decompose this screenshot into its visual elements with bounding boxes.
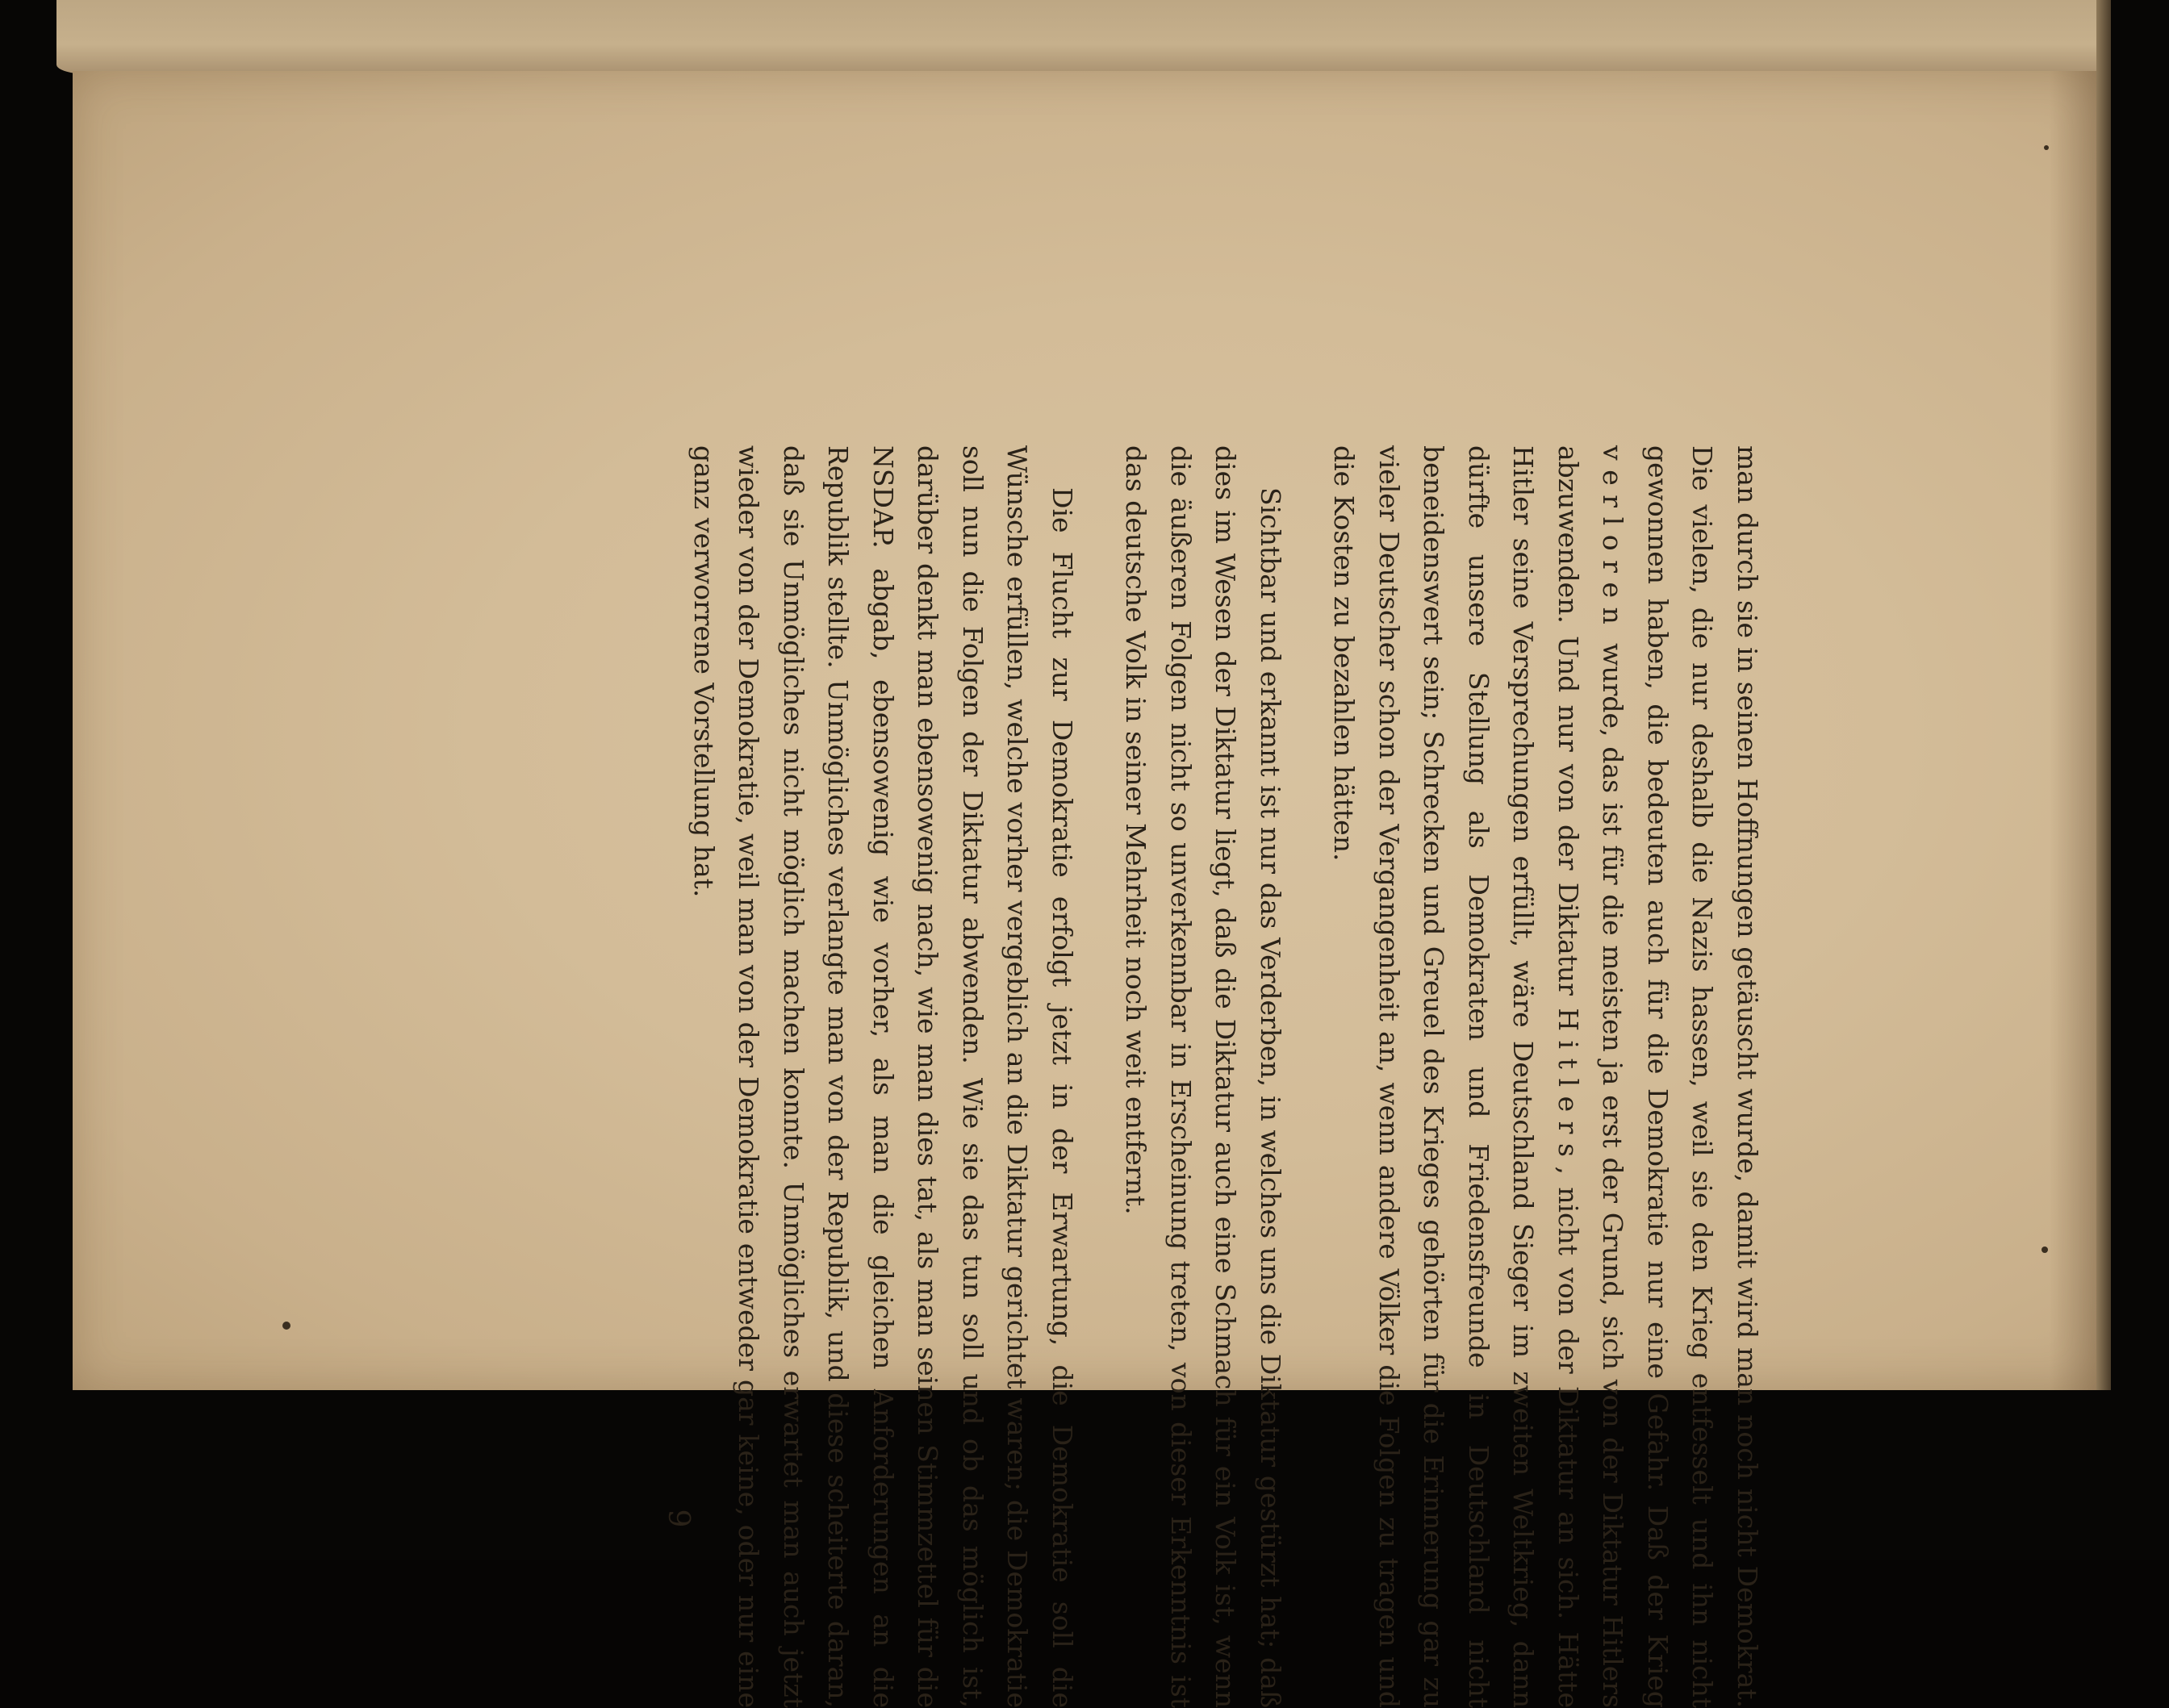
page-number: 9 xyxy=(662,1509,695,1528)
rotated-page-content xyxy=(313,284,1854,1708)
emphasis-verloren: verloren xyxy=(1597,445,1629,634)
paragraph-1-part-b: wurde, das ist für die meisten ja erst der Grund, sich von der Diktatur Hitlers abzuwenden. Und nur von der Diktatur xyxy=(1553,445,1629,1708)
paper-speck xyxy=(2044,145,2049,150)
paper-speck xyxy=(282,1322,290,1330)
paragraph-1-part-c: , nicht von der Diktatur an sich. Hätte Hitler seine Versprechungen erfüllt, wäre Deutschland Sieger im zweiten Weltkrieg, dann dürfte unsere Stellung als Demokraten und Friedensfreunde in Deutschland nicht beneidenswert sein; Schrecken und Greuel des Krieges gehörten für die Erinnerung gar zu vieler Deutscher schon der Vergangenheit an, wenn andere Völker die Folgen zu tragen und die Kosten zu bezahlen hätten. xyxy=(1328,445,1584,1708)
facing-page-edge xyxy=(56,0,2110,74)
page-stack-edge xyxy=(2096,0,2111,1390)
paragraph-2: Sichtbar und erkannt ist nur das Verderben, in welches uns die Diktatur gestürzt hat; daß dies im Wesen der Diktatur liegt, daß die Diktatur auch eine Schmach für ein Volk ist, wenn die äußeren Folgen nicht so unverkennbar in Erscheinung treten, von dieser Erkenntnis ist das deutsche Volk in seiner Mehrheit noch weit entfernt. xyxy=(1120,445,1286,1708)
paragraph-3: Die Flucht zur Demokratie erfolgt jetzt in der Erwartung, die Demokratie soll die Wünsche erfüllen, welche vorher vergeblich an die Diktatur gerichtet waren; die Demokratie soll nun die Folgen der Diktatur abwenden. Wie sie das tun soll und ob das möglich ist, darüber denkt man ebensowenig nach, wie man dies tat, als man seinen Stimmzettel für die NSDAP. abgab, ebensowenig wie vorher, als man die gleichen Anforderungen an die Republik stellte. Unmögliches verlangte man von der Republik, und diese scheiterte daran, daß sie Unmögliches nicht möglich machen konnte. Unmögliches erwartet man auch jetzt wieder von der Demokratie, weil man von der Demokratie entweder gar keine, oder nur eine ganz verworrene Vorstellung hat. xyxy=(688,445,1078,1708)
paragraph-1-part-a: man durch sie in seinen Hoffnungen getäuscht wurde, damit wird man noch nicht Demokrat. Die vielen, die nur deshalb die Nazis hassen, weil sie den Krieg entfesselt und ihn nicht gewonnen haben, die bedeuten auch für die Demokratie nur eine Gefahr. Daß der Krieg xyxy=(1642,445,1763,1708)
emphasis-hitlers: Hitlers xyxy=(1553,1008,1584,1167)
page-text-block xyxy=(682,445,1770,1708)
paper-speck xyxy=(2042,1247,2048,1253)
paragraph-1 xyxy=(1322,445,1770,1708)
